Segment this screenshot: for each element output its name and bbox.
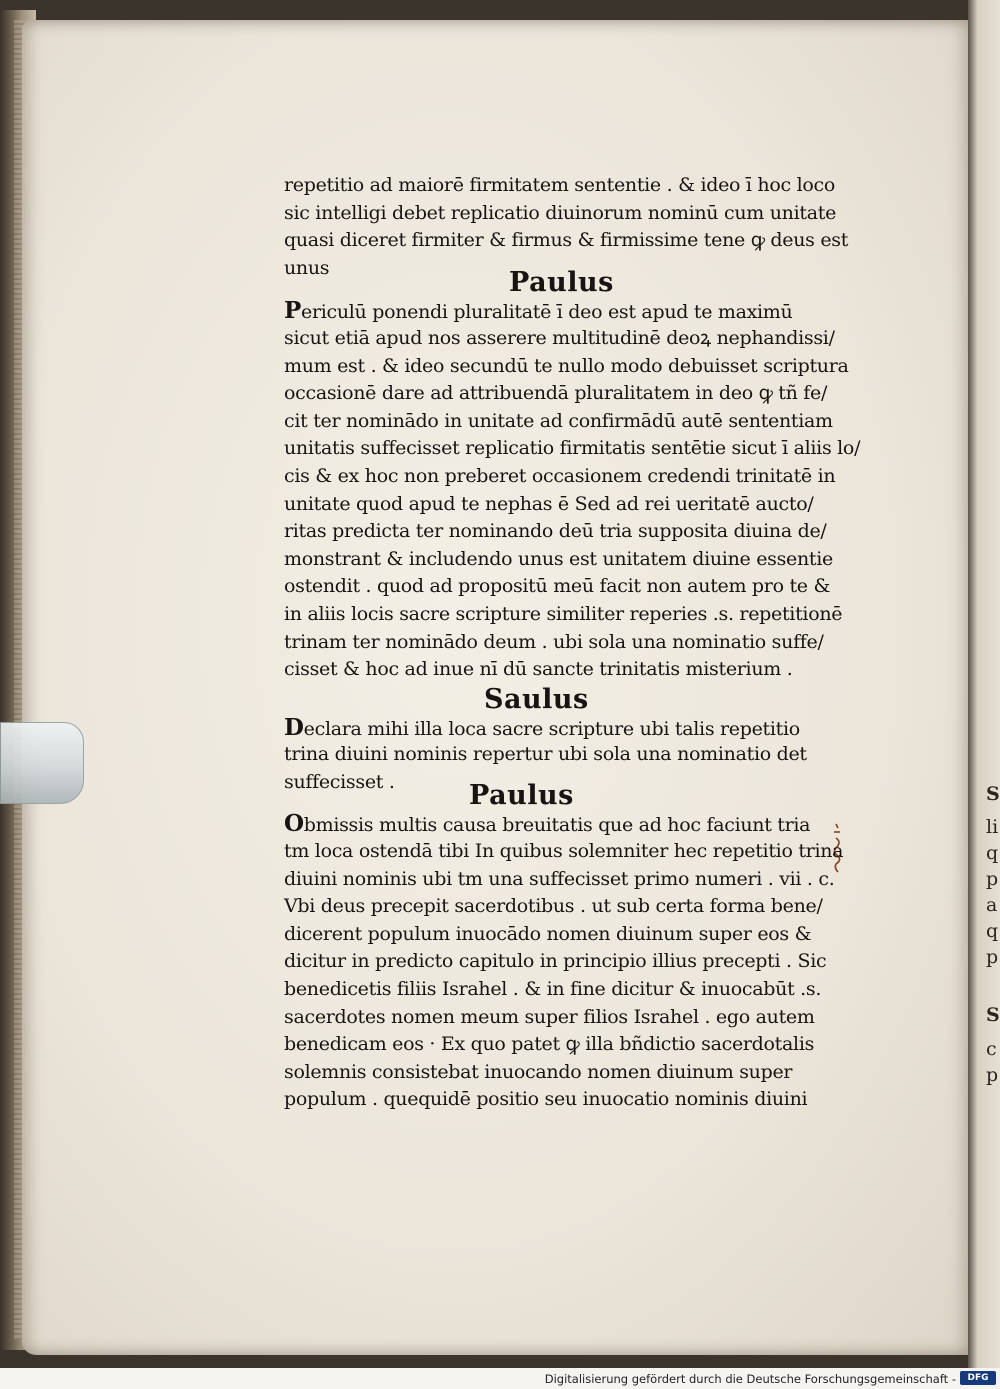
- text-line: mum est . & ideo secundū te nullo modo debuisset scriptura: [284, 354, 849, 377]
- text-line: quasi diceret firmiter & firmus & firmissime tene ꝙ deus est: [284, 229, 849, 252]
- footer-credit: Digitalisierung gefördert durch die Deutsche Forschungsgemeinschaft -: [544, 1372, 956, 1386]
- text-line: benedicetis filiis Israhel . & in fine dicitur & inuocabūt .s.: [284, 978, 822, 1001]
- text-line: [284, 810, 844, 838]
- text-line: solemnis consistebat inuocando nomen diuinum super: [284, 1060, 793, 1083]
- facing-page: [968, 0, 1000, 1368]
- text-line: unus: [284, 256, 330, 279]
- section-heading: Saulus: [484, 683, 589, 715]
- text-line: cis & ex hoc non preberet occasionem credendi trinitatē in: [284, 464, 836, 487]
- text-line: populum . quequidē positio seu inuocatio nominis diuini: [284, 1088, 808, 1111]
- text-line: sicut etiā apud nos asserere multitudinē deoꝝ nephandissi/: [284, 326, 835, 349]
- facing-page-letter: p: [986, 868, 999, 890]
- text-line-rest: eclara mihi illa loca sacre scripture ubi talis repetitio: [303, 717, 800, 740]
- facing-page-letter: li: [986, 816, 999, 838]
- facing-page-letter: p: [986, 1064, 999, 1086]
- text-line: cit ter nominādo in unitate ad confirmādū autē sententiam: [284, 409, 833, 432]
- document-text: [284, 172, 861, 1114]
- text-line: trina diuini nominis repertur ubi sola una nominatio det: [284, 743, 807, 766]
- text-line: ritas predicta ter nominando deū tria supposita diuina de/: [284, 520, 827, 543]
- text-line: suffecisset .: [284, 770, 395, 793]
- text-line: dicitur in predicto capitulo in principio illius precepti . Sic: [284, 950, 827, 973]
- facing-page-letter: p: [986, 946, 999, 968]
- text-line: in aliis locis sacre scripture similiter reperies .s. repetitionē: [284, 602, 843, 625]
- text-line: benedicam eos · Ex quo patet ꝙ illa bñdictio sacerdotalis: [284, 1033, 815, 1056]
- text-line: dicerent populum inuocādo nomen diuinum super eos &: [284, 922, 812, 945]
- facing-page-letter: S: [986, 1004, 1000, 1026]
- facing-page-letter: q: [986, 920, 999, 942]
- facing-page-letter: S: [986, 783, 1000, 805]
- text-line: repetitio ad maiorē firmitatem sententie . & ideo ī hoc loco: [284, 174, 835, 196]
- facing-page-letter: q: [986, 842, 999, 864]
- dfg-logo: DFG: [960, 1371, 996, 1385]
- text-line: cisset & hoc ad inue nī dū sancte trinitatis misterium .: [284, 658, 793, 681]
- section-heading: Paulus: [469, 780, 574, 812]
- text-line: occasionē dare ad attribuendā pluralitatem in deo ꝙ tñ fe/: [284, 382, 828, 405]
- text-line: diuini nominis ubi tm una suffecisset primo numeri . vii . c.: [284, 867, 835, 890]
- facing-page-letter: a: [986, 894, 998, 916]
- text-line: sacerdotes nomen meum super filios Israhel . ego autem: [284, 1005, 815, 1028]
- text-line: Vbi deus precepit sacerdotibus . ut sub certa forma bene/: [284, 895, 823, 918]
- text-line: monstrant & includendo unus est unitatem diuine essentie: [284, 547, 833, 570]
- text-line-rest: bmissis multis causa breuitatis que ad hoc faciunt tria: [303, 814, 811, 837]
- text-line-rest: ericulū ponendi pluralitatē ī deo est apud te maximū: [301, 301, 793, 324]
- page-clip: [0, 722, 84, 804]
- footer-bar: [0, 1368, 1000, 1389]
- text-line: tm loca ostendā tibi In quibus solemniter hec repetitio trina: [284, 840, 844, 863]
- facing-page-letter: c: [986, 1038, 997, 1060]
- section-heading: Paulus: [509, 267, 614, 299]
- text-line: sic intelligi debet replicatio diuinorum nominū cum unitate: [284, 201, 837, 224]
- text-line: [284, 714, 844, 742]
- text-line: trinam ter nominādo deum . ubi sola una nominatio suffe/: [284, 630, 824, 653]
- text-line: unitate quod apud te nephas ē Sed ad rei ueritatē aucto/: [284, 492, 814, 515]
- text-line: [284, 297, 844, 325]
- initial-capital: O: [284, 810, 304, 838]
- initial-capital: P: [284, 297, 301, 325]
- initial-capital: D: [284, 713, 304, 741]
- text-line: unitatis suffecisset replicatio firmitatis sentētie sicut ī aliis lo/: [284, 437, 861, 460]
- text-line: ostendit . quod ad propositū meū facit non autem pro te &: [284, 575, 831, 598]
